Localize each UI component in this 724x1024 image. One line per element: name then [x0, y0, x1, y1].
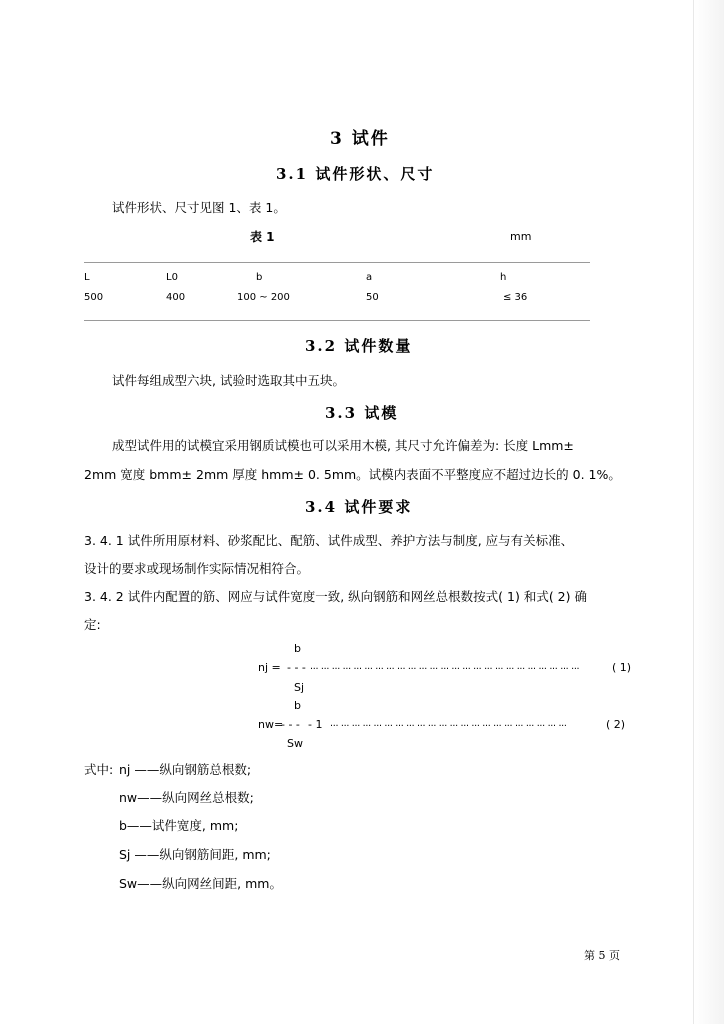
section-title: 3 试件: [330, 129, 390, 149]
formula-2-leader-dots: ... ... ... ... ... ... ... ... ... ... ... ... ... ... ... ... ... ... ... ... ... ...: [330, 718, 567, 729]
definition-item: nj ——纵向钢筋总根数;: [119, 762, 252, 777]
formula-2-numerator: b: [294, 699, 301, 712]
heading-3-4: 3.4 试件要求: [305, 498, 413, 516]
table-cell: 400: [166, 292, 186, 303]
paragraph-3-4-2-line1: 3. 4. 2 试件内配置的筋、网应与试件宽度一致, 纵向钢筋和网丝总根数按式( 1) 和式( 2) 确: [84, 589, 587, 604]
page-edge-shadow: [693, 0, 724, 1024]
table-unit: mm: [510, 230, 532, 243]
formula-2-number: ( 2): [606, 718, 626, 731]
table-header-cell: h: [500, 272, 507, 283]
definition-item: Sj ——纵向钢筋间距, mm;: [119, 847, 271, 862]
formula-1-numerator: b: [294, 642, 301, 655]
formula-2-fraction-bar: - - -: [281, 718, 300, 731]
definitions-lead: 式中:: [84, 762, 114, 777]
formula-1-denominator: Sj: [294, 681, 305, 694]
formula-1-leader-dots: ... ... ... ... ... ... ... ... ... ... ... ... ... ... ... ... ... ... ... ... ... ... ... ... ...: [310, 661, 580, 672]
table-cell: 50: [366, 292, 379, 303]
table-cell: ≤ 36: [503, 292, 528, 303]
definition-item: b——试件宽度, mm;: [119, 818, 239, 833]
table-top-rule: [84, 262, 590, 263]
paragraph-3-4-1-line2: 设计的要求或现场制作实际情况相符合。: [84, 561, 310, 576]
table-header-cell: a: [366, 272, 373, 283]
page-number: 第 5 页: [584, 949, 620, 962]
table-cell: 500: [84, 292, 104, 303]
paragraph-3-4-1-line1: 3. 4. 1 试件所用原材料、砂浆配比、配筋、试件成型、养护方法与制度, 应与有关标准、: [84, 533, 574, 548]
table-header-cell: b: [256, 272, 263, 283]
table-bottom-rule: [84, 320, 590, 321]
formula-2-tail: - 1: [308, 718, 323, 731]
heading-3-1: 3.1 试件形状、尺寸: [276, 165, 435, 183]
heading-3-2: 3.2 试件数量: [305, 337, 413, 355]
paragraph-3-3-line2: 2mm 宽度 bmm± 2mm 厚度 hmm± 0. 5mm。试模内表面不平整度应不超过边长的 0. 1%。: [84, 467, 621, 482]
paragraph-3-2: 试件每组成型六块, 试验时选取其中五块。: [112, 373, 345, 388]
table-header-cell: L0: [166, 272, 178, 283]
table-cell: 100 ~ 200: [237, 292, 290, 303]
formula-1-lhs: nj =: [258, 661, 281, 674]
heading-3-3: 3.3 试模: [325, 404, 399, 422]
table-caption: 表 1: [250, 230, 275, 244]
formula-2-denominator: Sw: [287, 737, 303, 750]
formula-1-fraction-bar: - - -: [287, 661, 306, 674]
definition-item: nw——纵向网丝总根数;: [119, 790, 254, 805]
definition-item: Sw——纵向网丝间距, mm。: [119, 876, 282, 891]
formula-2-lhs: nw=: [258, 718, 284, 731]
paragraph-3-3-line1: 成型试件用的试模宜采用钢质试模也可以采用木模, 其尺寸允许偏差为: 长度 Lmm±: [112, 438, 574, 453]
paragraph-3-4-2-line2: 定:: [84, 617, 101, 632]
table-header-cell: L: [84, 272, 90, 283]
formula-1-number: ( 1): [612, 661, 632, 674]
paragraph-3-1: 试件形状、尺寸见图 1、表 1。: [112, 200, 286, 215]
